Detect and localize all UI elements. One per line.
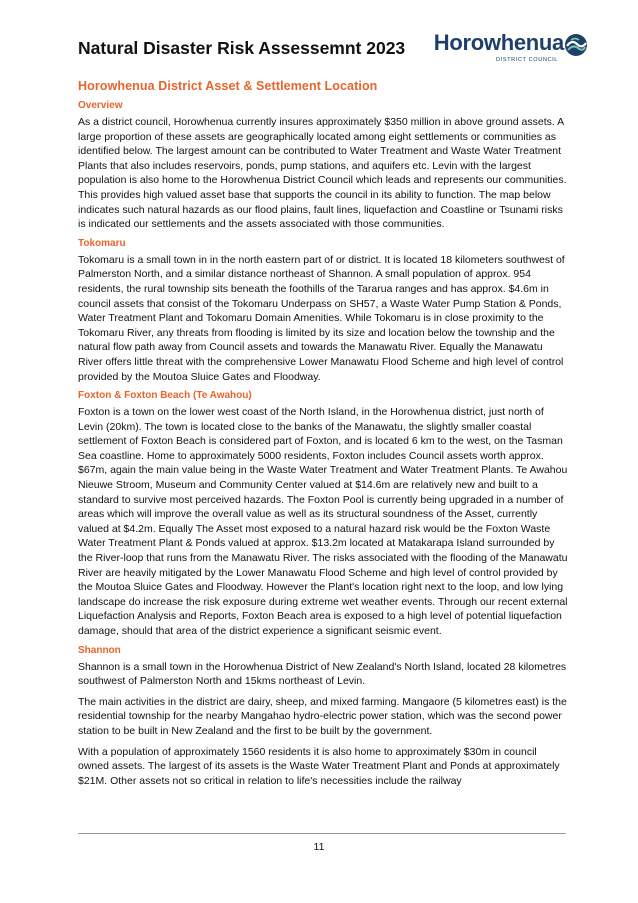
shannon-heading: Shannon bbox=[78, 644, 121, 656]
section-title: Horowhenua District Asset & Settlement Location bbox=[78, 79, 378, 93]
overview-heading: Overview bbox=[78, 100, 123, 111]
footer-divider bbox=[78, 833, 566, 834]
wave-swirl-icon bbox=[564, 33, 588, 57]
horowhenua-logo bbox=[408, 30, 588, 70]
tokomaru-heading: Tokomaru bbox=[78, 237, 126, 249]
logo-wordmark: Horowhenua bbox=[433, 30, 564, 55]
foxton-paragraph: Foxton is a town on the lower west coast of the North Island, in the Horowhenua district, just north of Levin (20km). The town is located close to the banks of the Manawatu, the slightly smaller coastal settlement of Foxton Beach is considered part of Foxton, and is located 6 km to the west, on the Tasman Sea coastline. Home to approximately 5000 residents, Foxton includes Council assets worth approx. $67m, again the main value being in the Waste Water Treatment and Water Treatment Plants. Te Awahou Nieuwe Stroom, Museum and Community Center valued at $14.6m are relatively new and built to a standard to survive most perceived hazards. The Foxton Pool is currently being upgraded in a number of areas which will improve the overall value as well as its structural soundness of the Asset, currently valued at $4.2m. Equally The Asset most exposed to a natural hazard risk would be the Foxton Waste Water Treatment Plant & Ponds valued at approx. $13.2m located at Matakarapa Island surrounded by the River-loop that runs from the Manawatu River. The risks associated with the flooding of the Manawatu River are heavily mitigated by the Lower Manawatu Flood Scheme and high level of control provided by the Moutoa Sluice Gates and Floodway. However the Plant's location right next to the loop, and low lying landscape do increase the risk exposure during extreme wet weather events. Through our recent external Liquefaction Analysis and Reports, Foxton Beach area is exposed to a high level of potential liquefaction damage, should that area of the district experience a significant seismic event. bbox=[78, 406, 568, 637]
page-header bbox=[78, 32, 588, 72]
shannon-paragraph-2: The main activities in the district are dairy, sheep, and mixed farming. Mangaore (5 kilometres east) is the residential township for the nearby Mangahao hydro-electric power station, which was the second power station to be built in New Zealand and the first to be built by the government. bbox=[78, 695, 567, 737]
shannon-paragraph-1: Shannon is a small town in the Horowhenua District of New Zealand's North Island, located 28 kilometres southwest of Palmerston North and 15kms northeast of Levin. bbox=[78, 660, 567, 688]
logo-subtitle: DISTRICT COUNCIL bbox=[495, 57, 558, 63]
tokomaru-paragraph: Tokomaru is a small town in in the north eastern part of or district. It is located 18 kilometers southwest of Palmerston North, and a similar distance northeast of Shannon. A small population of approx. 954 residents, the rural township sits beneath the foothills of the Tararua ranges and has approx. $4.6m in council assets that consist of the Tokomaru Underpass on SH57, a Waste Water Pump Station & Ponds, Water Treatment Plant and Tokomaru Domain Amenities. While Tokomaru is in close proximity to the Tokomaru River, any threats from flooding is limited by its size and location below the township and the natural flow path away from Council assets and towards the Manawatu River. Equally the Manawatu River offers little threat with the comprehensive Lower Manawatu Flood Scheme and high level of control provided by the Moutoa Sluice Gates and Floodway. bbox=[78, 253, 565, 383]
overview-paragraph: As a district council, Horowhenua currently insures approximately $350 million in above ground assets. A large proportion of these assets are geographically located among eight settlements or communities as identified below. The largest amount can be contributed to Water Treatment and Waste Water Treatment Plants that also includes reservoirs, ponds, pump stations, and aquifers etc. Levin with the largest population is also home to the Horowhenua District Council which leads and represents our communities. This provides high valued asset base that supports the council in its ability to function. The map below indicates such natural hazards as our flood plains, fault lines, liquefaction and Coastline or Tsunami risks is indicated our settlements and the assets associated with those communities. bbox=[78, 116, 567, 231]
page-content bbox=[78, 79, 568, 794]
foxton-heading: Foxton & Foxton Beach (Te Awahou) bbox=[78, 390, 252, 402]
document-title: Natural Disaster Risk Assessemnt 2023 bbox=[78, 38, 406, 58]
page-number: 11 bbox=[313, 841, 325, 853]
shannon-paragraph-3: With a population of approximately 1560 residents it is also home to approximately $30m in council owned assets. The largest of its assets is the Waste Water Treatment Plant and Ponds at approximately $21M. Other assets not so critical in relation to life's necessities include the railway bbox=[78, 745, 560, 787]
